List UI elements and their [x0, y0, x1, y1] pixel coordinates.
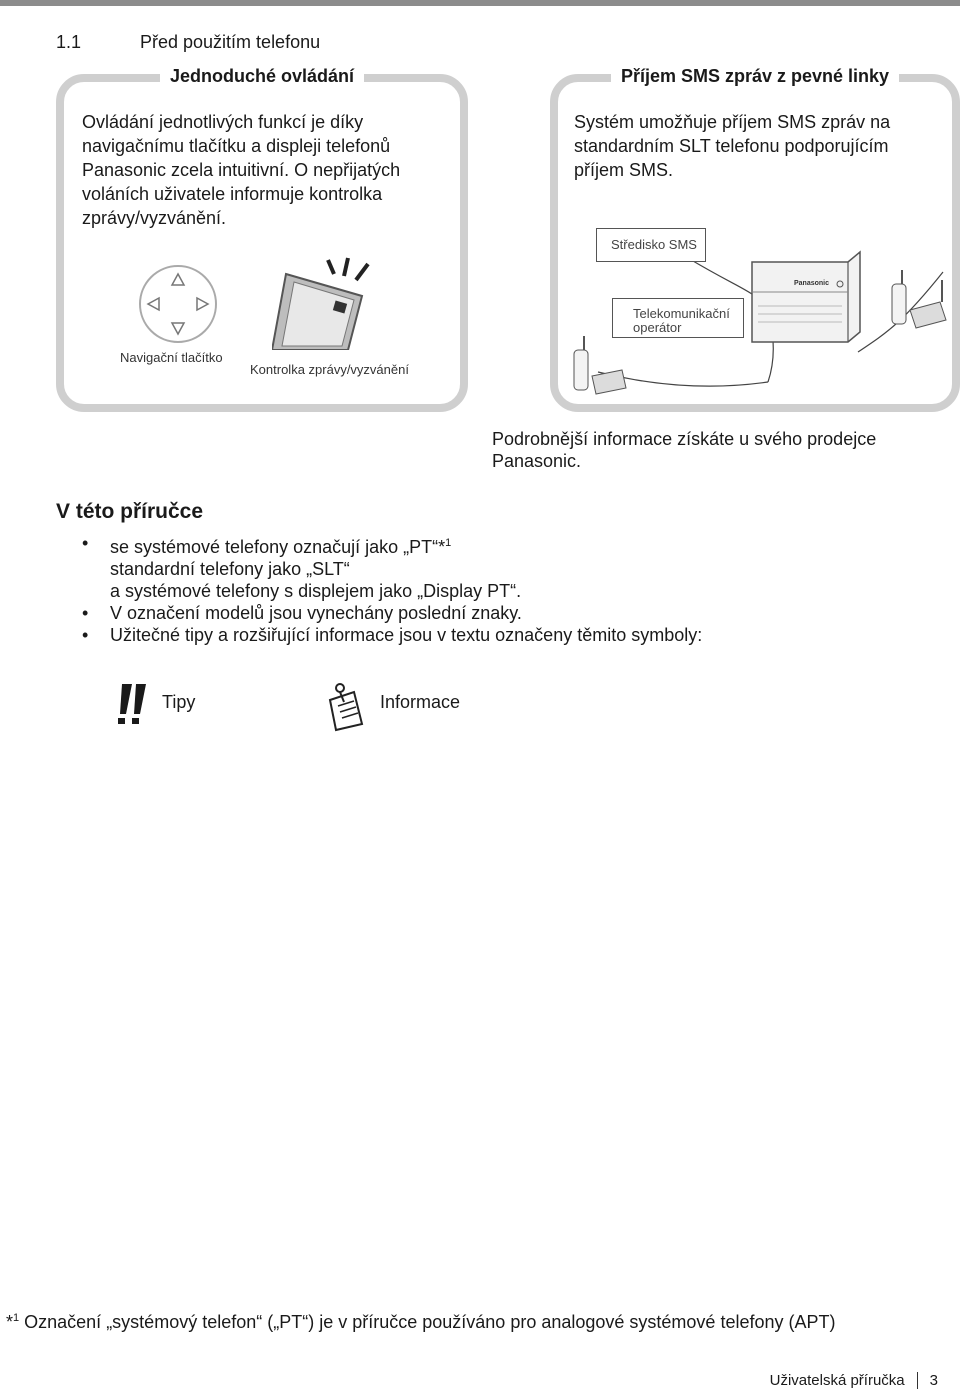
pbx-brand: Panasonic — [794, 280, 830, 287]
page-number: 3 — [917, 1372, 938, 1389]
message-lamp-label: Kontrolka zprávy/vyzvánění — [250, 362, 409, 377]
operator-box — [612, 298, 744, 338]
tips-label: Tipy — [162, 692, 196, 712]
text-line: zprávy/vyzvánění. — [82, 208, 227, 228]
easy-control-text — [82, 110, 400, 230]
section-number: 1.1 — [56, 32, 82, 52]
footnote — [6, 1312, 835, 1333]
sms-title: Příjem SMS zpráv z pevné linky — [611, 66, 899, 86]
easy-control-box — [56, 66, 468, 412]
bullet-dot: • — [82, 603, 89, 623]
text-line: příjem SMS. — [574, 160, 674, 180]
text-line: Systém umožňuje příjem SMS zpráv na — [574, 112, 891, 132]
footer-title: Uživatelská příručka — [769, 1372, 905, 1389]
manual-section-title: V této příručce — [56, 500, 204, 523]
easy-control-title: Jednoduché ovládání — [160, 66, 364, 86]
navigation-key-icon — [136, 262, 220, 346]
navigation-key-label: Navigační tlačítko — [120, 350, 223, 365]
text-line: Ovládání jednotlivých funkcí je díky — [82, 112, 364, 132]
text-line: navigačnímu tlačítku a displeji telefonů — [82, 136, 391, 156]
info-line: Panasonic. — [492, 451, 582, 471]
pbx-unit-icon — [748, 248, 864, 344]
cordless-phone-icon — [888, 268, 948, 332]
text-line: voláních uživatele informuje kontrolka — [82, 184, 383, 204]
footnote-ref: 1 — [445, 537, 452, 549]
information-icon — [322, 680, 368, 732]
info-line: Podrobnější informace získáte u svého prodejce — [492, 429, 877, 449]
bullet-item — [82, 624, 702, 646]
bullet-line: Užitečné tipy a rozšiřující informace jsou v textu označeny těmito symboly: — [110, 625, 703, 645]
operator-label-line: operátor — [633, 320, 682, 335]
slt-phone-icon — [570, 334, 630, 398]
page-footer — [770, 1372, 938, 1389]
phone-lamp-icon — [272, 246, 382, 350]
text-line: standardním SLT telefonu podporujícím — [574, 136, 889, 156]
tips-icon — [112, 682, 152, 726]
bullet-line: a systémové telefony s displejem jako „Display PT“. — [110, 581, 522, 601]
dealer-info — [492, 428, 932, 472]
sms-center-label: Středisko SMS — [611, 237, 697, 252]
bullet-dot: • — [82, 625, 89, 645]
symbol-legend — [112, 680, 612, 740]
bullet-item — [82, 602, 702, 624]
operator-label-line: Telekomunikační — [633, 306, 730, 321]
bullet-line: standardní telefony jako „SLT“ — [110, 559, 350, 579]
section-title: Před použitím telefonu — [140, 32, 321, 52]
bullet-line: se systémové telefony označují jako „PT“* — [110, 537, 446, 557]
bullet-item — [82, 532, 702, 602]
top-rule — [0, 0, 960, 6]
footnote-text: Označení „systémový telefon“ („PT“) je v příručce používáno pro analogové systémové telefony (APT) — [19, 1312, 836, 1332]
information-label: Informace — [380, 692, 461, 712]
bullet-line: V označení modelů jsou vynechány poslední znaky. — [110, 603, 522, 623]
bullet-dot: • — [82, 533, 89, 553]
text-line: Panasonic zcela intuitivní. O nepřijatých — [82, 160, 401, 180]
manual-bullets — [82, 532, 702, 646]
page-header — [56, 32, 320, 53]
sms-center-box — [596, 228, 706, 262]
footnote-number: 1 — [13, 1312, 20, 1324]
footnote-mark: * — [6, 1312, 14, 1332]
sms-box — [550, 66, 960, 412]
